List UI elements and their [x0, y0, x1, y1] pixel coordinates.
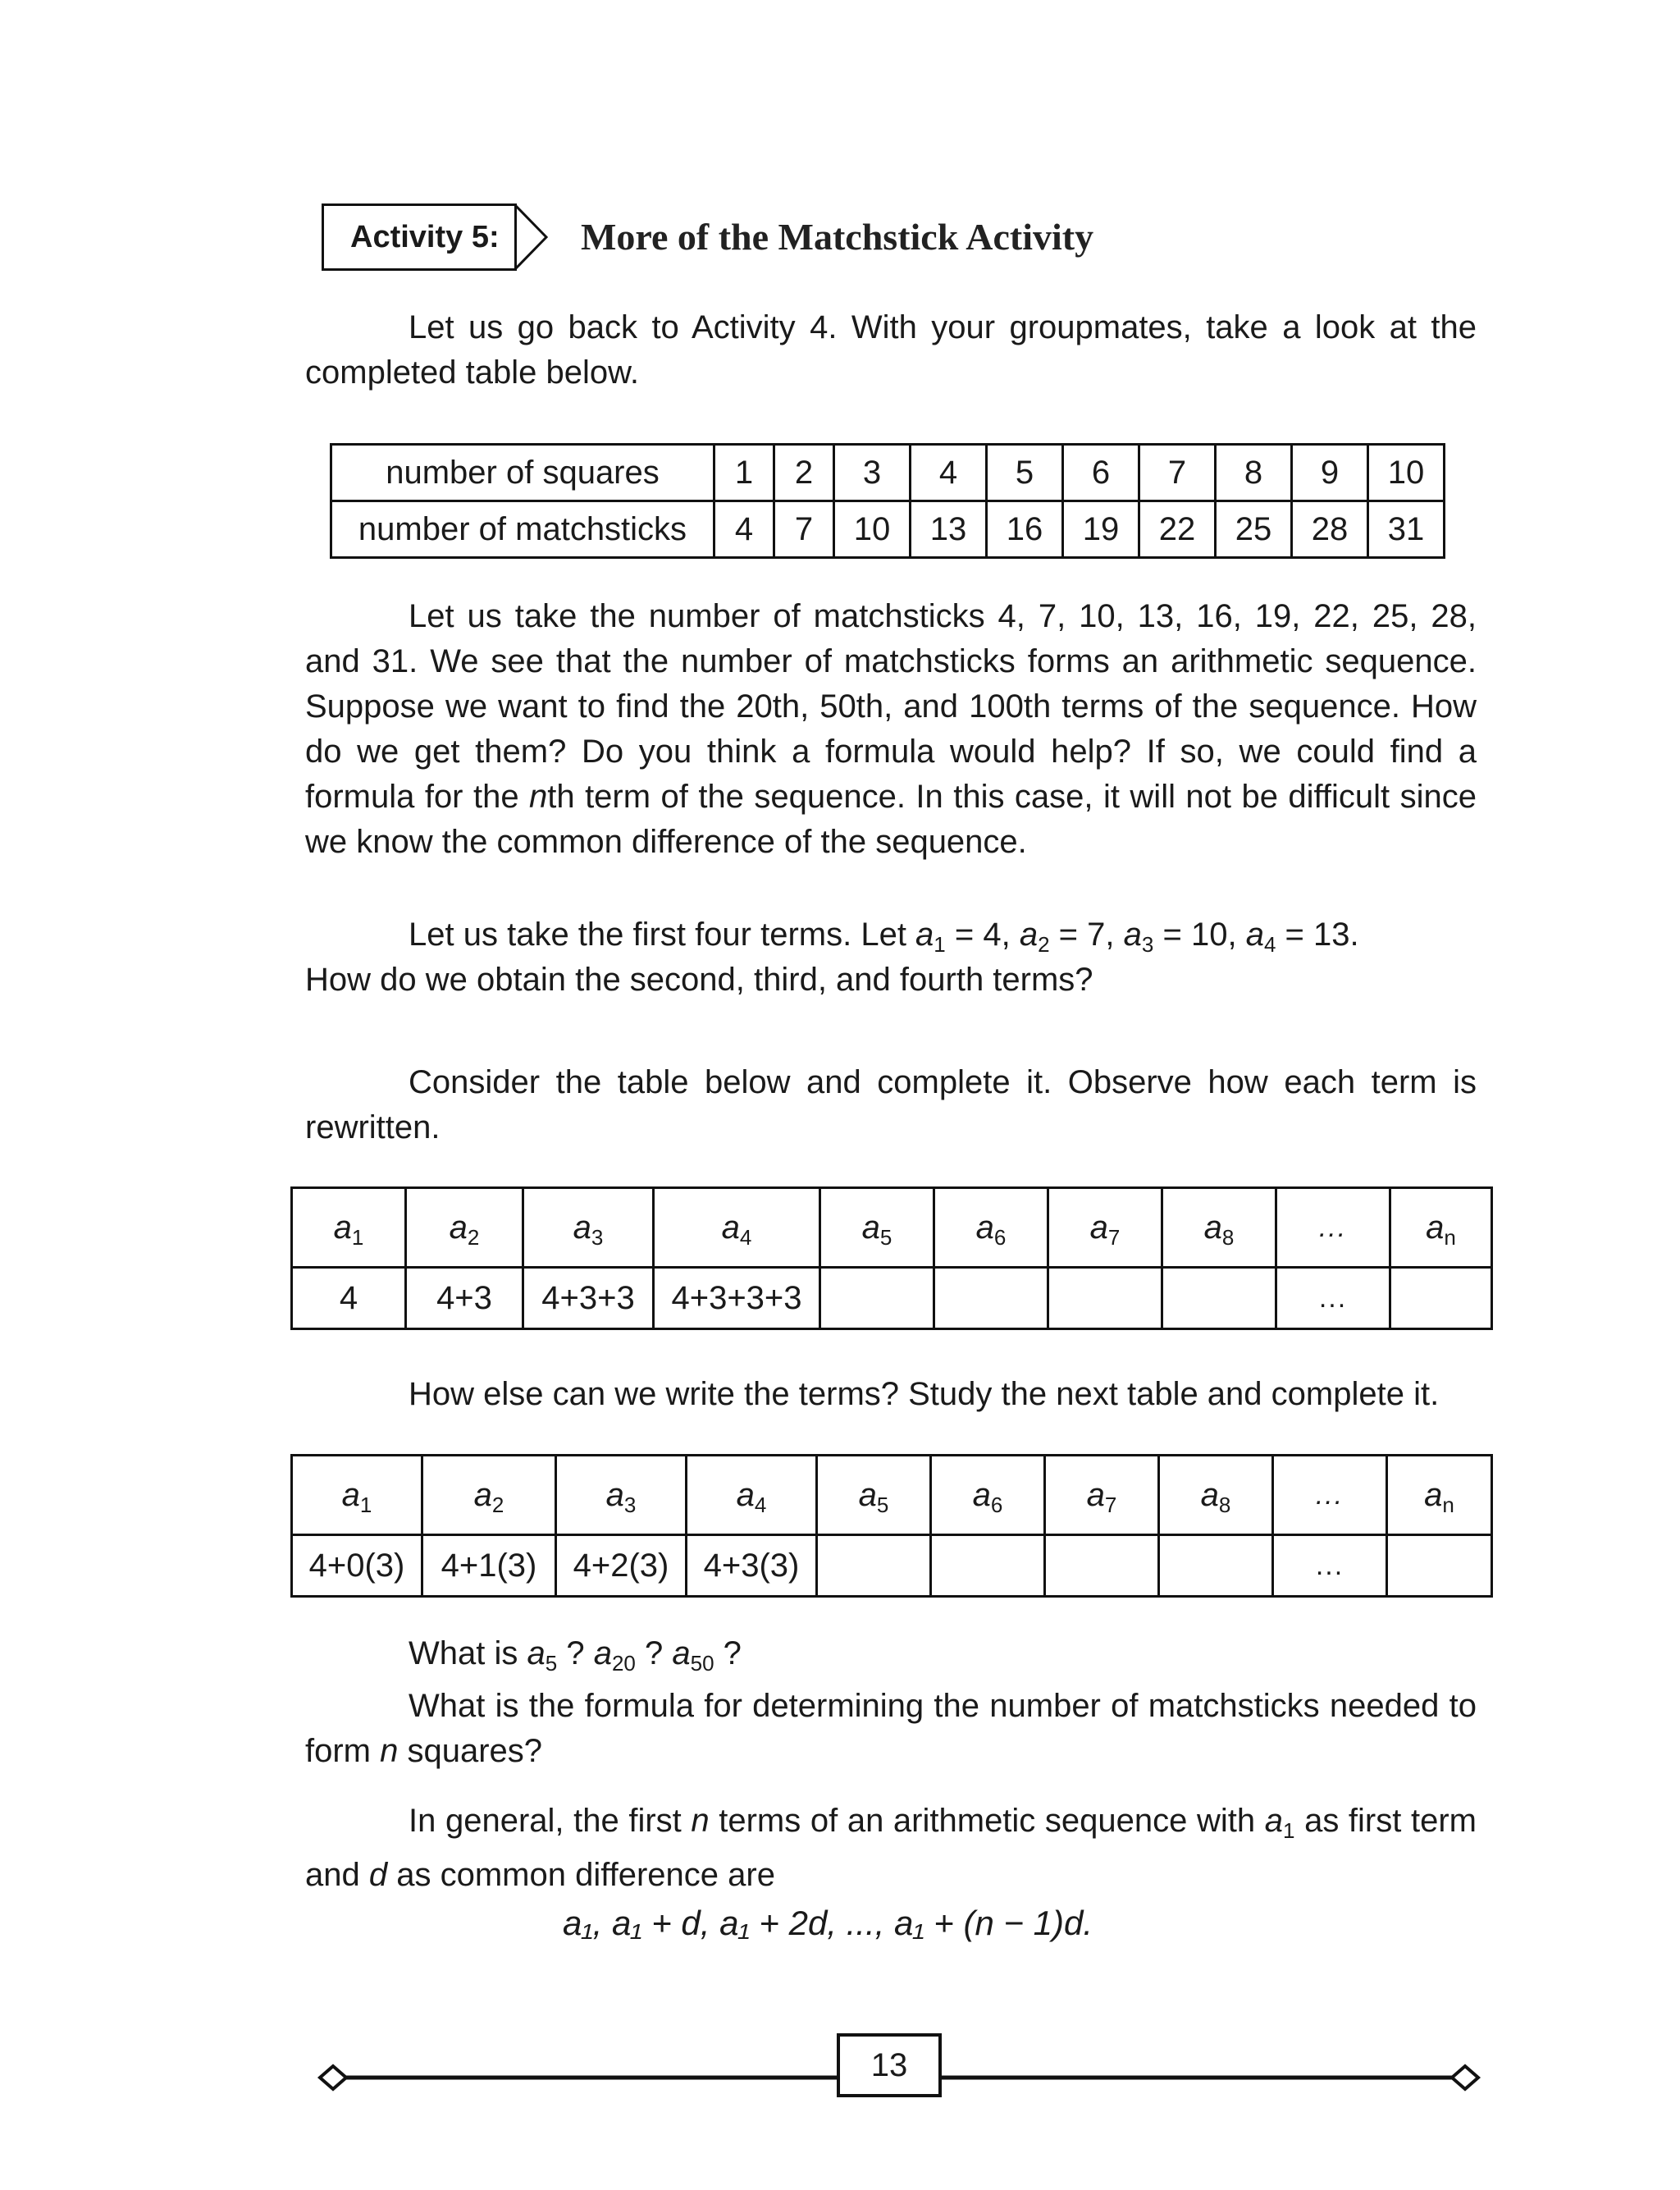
consider-paragraph [305, 1060, 1477, 1150]
table-cell: 7 [774, 501, 834, 558]
question-a5 [305, 1631, 1477, 1676]
ellipsis-cell: ... [1273, 1535, 1387, 1597]
page-number-text: 13 [870, 2047, 908, 2083]
table-cell: 4 [911, 445, 987, 501]
activity-arrow-icon [514, 203, 550, 271]
header-cell: $a_3$ [523, 1188, 654, 1268]
activity-label: Activity 5: [350, 220, 500, 254]
header-cell: $a_n$ [1390, 1188, 1492, 1268]
question-mark: ? [566, 1635, 585, 1671]
table-cell [1045, 1535, 1159, 1597]
table-cell: 22 [1139, 501, 1216, 558]
first-terms-question: How do we obtain the second, third, and fourth terms? [305, 962, 1093, 998]
formula-terms-table [290, 1454, 1493, 1598]
table-cell: 4+3 [406, 1268, 523, 1329]
table-cell: 19 [1063, 501, 1139, 558]
ellipsis-cell: ... [1276, 1188, 1390, 1268]
header-cell: $a_6$ [934, 1188, 1048, 1268]
rewritten-terms-table [290, 1186, 1493, 1330]
header-cell: $a_6$ [931, 1456, 1045, 1535]
table-cell: 4+1(3) [422, 1535, 556, 1597]
term-value: 13 [1313, 917, 1350, 953]
term-a4: $a_4$ [1245, 917, 1276, 957]
else-text: How else can we write the terms? Study the next table and complete it. [409, 1376, 1440, 1412]
header-cell: $a_1$ [292, 1456, 422, 1535]
activity-label-box [322, 203, 517, 271]
general-sequence-formula: a₁, a₁ + d, a₁ + 2d, ..., a₁ + (n − 1)d. [563, 1904, 1093, 1942]
row-label: number of squares [331, 445, 714, 501]
table-row [292, 1188, 1492, 1268]
ellipsis-cell: ... [1273, 1456, 1387, 1535]
header-cell: $a_2$ [422, 1456, 556, 1535]
term-a3: $a_3$ [1123, 917, 1154, 957]
table-cell: 10 [1368, 445, 1445, 501]
general-text: terms of an arithmetic sequence with [709, 1803, 1265, 1839]
general-text: as common difference are [387, 1857, 775, 1893]
first-terms-lead: Let us take the first four terms. Let [409, 917, 916, 953]
term-a20: $a_{20}$ [593, 1635, 636, 1676]
intro-text: Let us go back to Activity 4. With your groupmates, take a look at the completed table below. [305, 309, 1477, 391]
table-cell: 25 [1216, 501, 1292, 558]
page-number [837, 2033, 942, 2097]
table-row [331, 445, 1445, 501]
table-cell: 9 [1292, 445, 1368, 501]
first-terms-paragraph: Let us take the first four terms. Let $a_1 = 4$, $a_2 = 7$, $a_3 = 10$, $a_4 = 13$. How do we obtain the second, third, and fourth terms? [305, 917, 1359, 998]
header-cell: $a_n$ [1387, 1456, 1492, 1535]
table-cell: 28 [1292, 501, 1368, 558]
header-cell: $a_4$ [654, 1188, 820, 1268]
d-variable: d [368, 1857, 388, 1893]
term-a2: $a_2$ [1019, 917, 1050, 957]
sequence-paragraph [305, 594, 1477, 865]
diamond-icon [320, 2066, 346, 2089]
n-variable: n [380, 1733, 399, 1769]
header-cell: $a_2$ [406, 1188, 523, 1268]
table-row [292, 1456, 1492, 1535]
table-cell: 4 [292, 1268, 406, 1329]
sequence-text-end: th term of the sequence. In this case, it will not be difficult since we know the common difference of the sequence. [305, 779, 1477, 860]
row-label: number of matchsticks [331, 501, 714, 558]
table-cell: 4+3+3 [523, 1268, 654, 1329]
ellipsis-cell: ... [1276, 1268, 1390, 1329]
intro-paragraph [305, 305, 1477, 395]
general-text: In general, the first [409, 1803, 692, 1839]
general-paragraph [305, 1794, 1477, 1902]
n-variable: n [691, 1803, 710, 1839]
question-text: What is the formula for determining the number of matchsticks needed to form [305, 1688, 1477, 1769]
table-cell: 10 [834, 501, 911, 558]
table-cell [934, 1268, 1048, 1329]
table-cell [1390, 1268, 1492, 1329]
table-cell: 3 [834, 445, 911, 501]
header-cell: $a_7$ [1045, 1456, 1159, 1535]
table-cell: 4+0(3) [292, 1535, 422, 1597]
consider-text: Consider the table below and complete it. Observe how each term is rewritten. [305, 1064, 1477, 1145]
table-cell: 1 [714, 445, 774, 501]
question-mark: ? [645, 1635, 664, 1671]
sequence-text: Let us take the number of matchsticks 4, 7, 10, 13, 16, 19, 22, 25, 28, and 31. We see that the number of matchsticks forms an arithmetic sequence. Suppose we want to find the 20th, 50th, and 100th terms of the sequence. How do we get them? Do you think a formula would help? If so, we could find a formula for the [305, 598, 1477, 815]
table-cell: 4 [714, 501, 774, 558]
term-value: 7 [1087, 917, 1106, 953]
term-a1: $a_1$ [1264, 1803, 1295, 1843]
header-cell: $a_5$ [820, 1188, 934, 1268]
table-row [292, 1268, 1492, 1329]
table-cell: 16 [987, 501, 1063, 558]
general-text: as first term and [305, 1803, 1477, 1893]
term-a50: $a_{50}$ [672, 1635, 714, 1676]
table-cell: 4+3+3+3 [654, 1268, 820, 1329]
question-formula [305, 1684, 1477, 1774]
diamond-icon [1452, 2066, 1478, 2089]
table-row [331, 501, 1445, 558]
activity-title: More of the Matchstick Activity [581, 216, 1094, 258]
header-cell: $a_5$ [817, 1456, 931, 1535]
term-a5: $a_5$ [527, 1635, 558, 1676]
question-text-end: squares? [398, 1733, 543, 1769]
table-cell: 8 [1216, 445, 1292, 501]
table-cell [1159, 1535, 1273, 1597]
table-cell [1387, 1535, 1492, 1597]
table-cell [1162, 1268, 1276, 1329]
n-variable: n [529, 779, 548, 815]
header-cell: $a_3$ [556, 1456, 687, 1535]
table-cell: 7 [1139, 445, 1216, 501]
header-cell: $a_1$ [292, 1188, 406, 1268]
table-row [292, 1535, 1492, 1597]
table-cell: 4+2(3) [556, 1535, 687, 1597]
table-cell [931, 1535, 1045, 1597]
table-cell: 6 [1063, 445, 1139, 501]
table-cell [1048, 1268, 1162, 1329]
term-value: 10 [1190, 917, 1228, 953]
table-cell: 31 [1368, 501, 1445, 558]
header-cell: $a_8$ [1159, 1456, 1273, 1535]
header-cell: $a_7$ [1048, 1188, 1162, 1268]
term-a1: $a_1$ [915, 917, 946, 957]
question-lead: What is [409, 1635, 527, 1671]
table-cell: 4+3(3) [687, 1535, 817, 1597]
table-cell [820, 1268, 934, 1329]
table-cell [817, 1535, 931, 1597]
header-cell: $a_8$ [1162, 1188, 1276, 1268]
matchstick-table [330, 443, 1445, 559]
header-cell: $a_4$ [687, 1456, 817, 1535]
term-value: 4 [983, 917, 1002, 953]
table-cell: 13 [911, 501, 987, 558]
table-cell: 5 [987, 445, 1063, 501]
table-cell: 2 [774, 445, 834, 501]
question-mark: ? [723, 1635, 742, 1671]
else-paragraph [305, 1372, 1477, 1417]
